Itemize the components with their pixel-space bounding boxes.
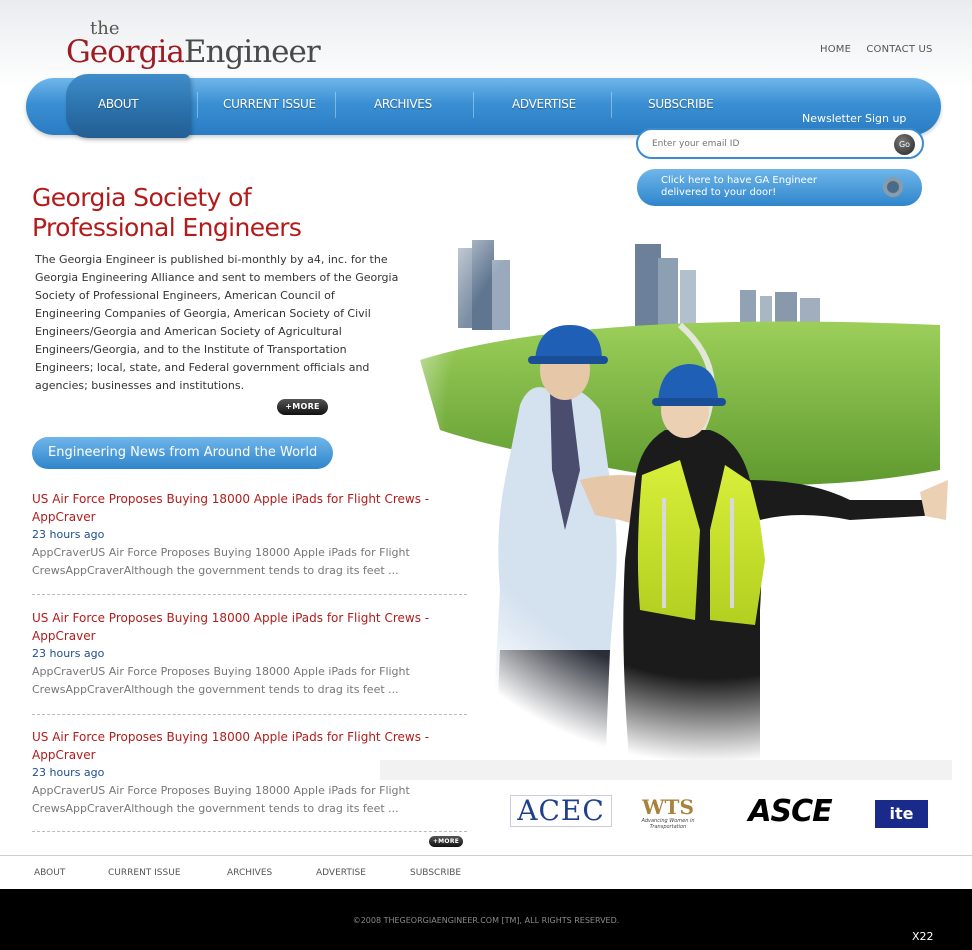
news-title-link[interactable]: US Air Force Proposes Buying 18000 Apple iPads for Flight Crews - AppCraver (32, 611, 430, 643)
intro-more-button[interactable]: +MORE (277, 399, 328, 415)
footer-nav-subscribe[interactable]: SUBSCRIBE (410, 868, 462, 878)
footer-nav (0, 855, 972, 889)
news-timestamp: 23 hours ago (32, 647, 105, 660)
logo-wordmark (66, 34, 320, 70)
nav-subscribe[interactable]: SUBSCRIBE (648, 97, 714, 111)
nav-advertise[interactable]: ADVERTISE (512, 97, 576, 111)
newsletter-title: Newsletter Sign up (802, 112, 907, 125)
news-item (32, 609, 472, 699)
news-summary: AppCraverUS Air Force Proposes Buying 18000 Apple iPads for Flight CrewsAppCraverAlthough the government tends to drag its feet ... (32, 665, 410, 696)
news-summary: AppCraverUS Air Force Proposes Buying 18000 Apple iPads for Flight CrewsAppCraverAlthough the government tends to drag its feet ... (32, 784, 410, 815)
news-title-link[interactable]: US Air Force Proposes Buying 18000 Apple iPads for Flight Crews - AppCraver (32, 492, 430, 524)
nav-about[interactable]: ABOUT (98, 97, 139, 111)
footer-nav-current-issue[interactable]: CURRENT ISSUE (108, 868, 181, 878)
newsletter-email-input[interactable] (652, 136, 882, 152)
top-links (820, 44, 945, 55)
page-title: Georgia Society of Professional Engineers (32, 183, 302, 242)
news-timestamp: 23 hours ago (32, 528, 105, 541)
footer-nav-about[interactable]: ABOUT (34, 868, 66, 878)
ite-logo[interactable]: ite (875, 800, 928, 828)
nav-divider (197, 92, 198, 118)
nav-archives[interactable]: ARCHIVES (374, 97, 432, 111)
logo-engineer: Engineer (183, 34, 320, 70)
footer-nav-archives[interactable]: ARCHIVES (227, 868, 273, 878)
email-field-wrapper (636, 128, 924, 159)
contact-us-link[interactable]: CONTACT US (866, 44, 933, 55)
news-divider (32, 831, 467, 832)
asce-logo[interactable]: ASCE (748, 794, 832, 829)
news-divider (32, 594, 467, 595)
logo-the: the (90, 18, 120, 39)
footer-nav-advertise[interactable]: ADVERTISE (316, 868, 366, 878)
news-item (32, 490, 472, 580)
news-timestamp: 23 hours ago (32, 766, 105, 779)
nav-current-issue[interactable]: CURRENT ISSUE (223, 97, 316, 111)
wts-logo-text: WTS (642, 795, 694, 819)
nav-divider (473, 92, 474, 118)
wts-logo-tagline: Advancing Women in Transportation (641, 818, 695, 830)
intro-paragraph: The Georgia Engineer is published bi-monthly by a4, inc. for the Georgia Engineering Alliance and sent to members of the Georgia Society of Professional Engineers, American Council of Engineering Companies of Georgia, American Society of Civil Engineers/Georgia and American Society of Agricultural Engineers/Georgia, and to the Institute of Transportation Engineers; local, state, and Federal government officials and agencies; businesses and institutions. (35, 253, 399, 392)
news-item (32, 728, 472, 818)
nav-divider (335, 92, 336, 118)
news-summary: AppCraverUS Air Force Proposes Buying 18000 Apple iPads for Flight CrewsAppCraverAlthough the government tends to drag its feet ... (32, 546, 410, 577)
news-section-heading: Engineering News from Around the World (32, 437, 333, 469)
subscribe-delivery-label: Click here to have GA Engineer delivered to your door! (661, 175, 817, 198)
wts-logo[interactable] (624, 796, 712, 830)
home-link[interactable]: HOME (820, 44, 852, 55)
news-divider (32, 714, 467, 715)
footer-badge: X22 (912, 930, 934, 943)
footer (0, 889, 972, 950)
logo-georgia: Georgia (66, 34, 184, 70)
nav-divider (611, 92, 612, 118)
newsletter-go-button[interactable]: Go (894, 134, 915, 155)
circle-arrow-icon (883, 177, 903, 197)
news-more-button[interactable]: +MORE (429, 836, 463, 847)
copyright-text: ©2008 THEGEORGIAENGINEER.COM [TM], ALL RIGHTS RESERVED. (352, 916, 620, 925)
acec-logo[interactable]: ACEC (510, 795, 612, 827)
news-title-link[interactable]: US Air Force Proposes Buying 18000 Apple iPads for Flight Crews - AppCraver (32, 730, 430, 762)
subscribe-delivery-button[interactable] (637, 169, 922, 206)
